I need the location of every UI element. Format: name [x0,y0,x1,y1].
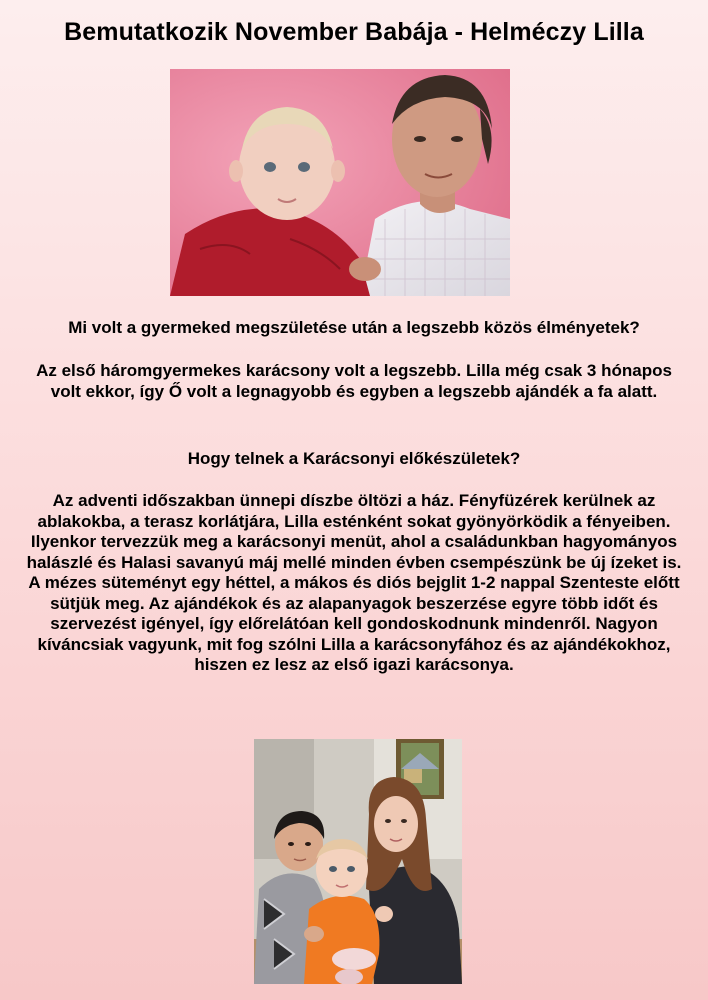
photo-siblings-with-baby [254,739,462,984]
question-2: Hogy telnek a Karácsonyi előkészületek? [187,449,521,468]
answer-2: Az adventi időszakban ünnepi díszbe öltözi a ház. Fényfüzérek kerülnek az ablakokba, a terasz korlátjára, Lilla esténként sokat gyönyörködik a fényeiben. Ilyenkor tervezzük meg a karácsonyi menüt, ahol a családunkban hagyományos halászlé és Halasi savanyú máj mellé minden évben csempészünk be új ízeket is. A mézes süteményt egy héttel, a mákos és diós bejglit 1-2 nappal Szenteste előtt sütjük meg. Az ajándékok és az alapanyagok beszerzése egyre több időt és szervezést igényel, így előrelátóan kell gondoskodnunk mindenről. Nagyon kíváncsiak vagyunk, mit fog szólni Lilla a karácsonyfához és az ajándékokhoz, hiszen ez lesz az első igazi karácsonya. [26,491,682,674]
question-1: Mi volt a gyermeked megszületése után a legszebb közös élményetek? [68,318,640,337]
answer-1: Az első háromgyermekes karácsony volt a legszebb. Lilla még csak 3 hónapos volt ekkor, így Ő volt a legnagyobb és egyben a legszebb ajándék a fa alatt. [36,361,672,401]
photo-father-and-baby [170,69,510,296]
page-title: Bemutatkozik November Babája - Helméczy Lilla [64,18,644,46]
